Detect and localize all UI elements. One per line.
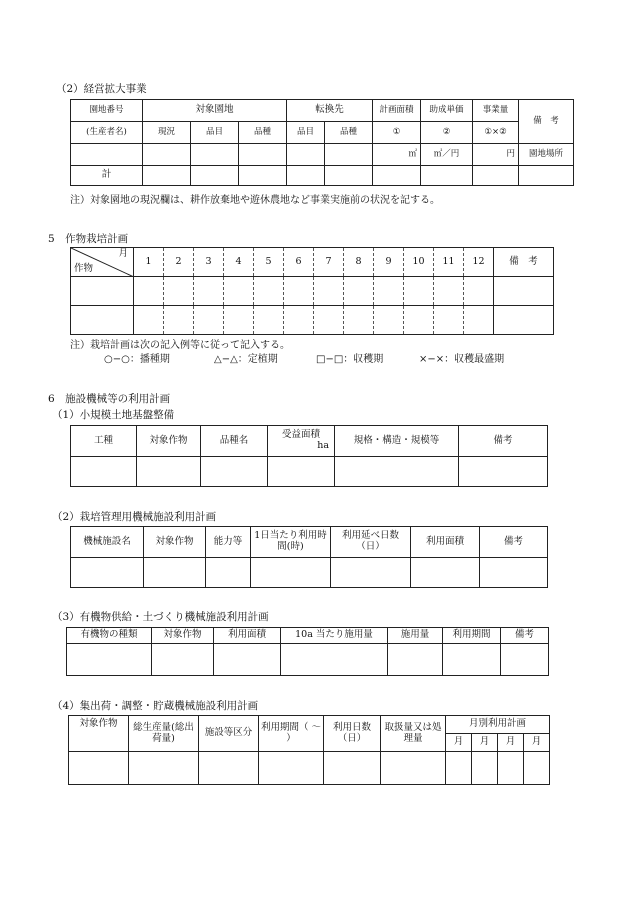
month-cell[interactable] bbox=[164, 306, 194, 335]
cultivation-plan-table bbox=[70, 247, 554, 335]
table-cell[interactable] bbox=[519, 166, 574, 186]
remarks-header: 備 考 bbox=[494, 248, 554, 277]
shipping-storage-table bbox=[68, 715, 550, 785]
daily-hours-header: 1日当たり利用時間(時) bbox=[251, 527, 331, 558]
month-header: 2 bbox=[164, 248, 194, 277]
expansion-table bbox=[70, 99, 574, 186]
table-cell[interactable] bbox=[473, 166, 519, 186]
month-cell[interactable] bbox=[464, 306, 494, 335]
legend-symbol: □−□ bbox=[316, 354, 344, 365]
table-cell[interactable] bbox=[446, 752, 472, 785]
month-cell[interactable] bbox=[134, 306, 164, 335]
ha-unit: ha bbox=[317, 440, 329, 451]
month-cell[interactable] bbox=[224, 277, 254, 306]
total-production-header: 総生産量(総出荷量) bbox=[129, 716, 199, 752]
table-cell[interactable] bbox=[325, 144, 373, 166]
month-header: 11 bbox=[434, 248, 464, 277]
table-cell[interactable] bbox=[239, 144, 287, 166]
section-2-note: 注）対象園地の現況欄は、耕作放棄地や遊休農地など事業実施前の状況を記する。 bbox=[70, 195, 440, 206]
col1-marker: ① bbox=[373, 122, 421, 144]
table-cell[interactable] bbox=[129, 752, 199, 785]
legend-symbol: △−△ bbox=[214, 354, 238, 365]
variety-header: 品種 bbox=[239, 122, 287, 144]
legend-symbol: ×−× bbox=[419, 354, 445, 365]
table-cell[interactable] bbox=[335, 457, 459, 487]
use-days-header: 利用日数（日） bbox=[324, 716, 381, 752]
table-cell[interactable] bbox=[331, 558, 411, 588]
unit-price-header: 助成単価 bbox=[421, 100, 473, 122]
month-cell[interactable] bbox=[434, 306, 464, 335]
table-cell[interactable] bbox=[501, 644, 549, 676]
facility-class-header: 施設等区分 bbox=[199, 716, 259, 752]
use-period-header: 利用期間 bbox=[443, 628, 501, 644]
month-cell[interactable] bbox=[404, 306, 434, 335]
month-cell[interactable] bbox=[134, 277, 164, 306]
month-header: 5 bbox=[254, 248, 284, 277]
application-amount-header: 施用量 bbox=[388, 628, 443, 644]
plan-area-header: 計画面積 bbox=[373, 100, 421, 122]
legend-harvest bbox=[316, 350, 383, 365]
month-header: 8 bbox=[344, 248, 374, 277]
table-cell[interactable] bbox=[206, 558, 251, 588]
table-cell[interactable] bbox=[388, 644, 443, 676]
table-cell[interactable] bbox=[71, 144, 143, 166]
month-cell[interactable] bbox=[194, 277, 224, 306]
crop-cell[interactable] bbox=[71, 277, 134, 306]
table-cell[interactable] bbox=[143, 144, 191, 166]
table-cell[interactable] bbox=[71, 457, 137, 487]
section-6-2-title: （2）栽培管理用機械施設利用計画 bbox=[52, 511, 217, 523]
producer-header: (生産者名) bbox=[71, 122, 143, 144]
month-header: 6 bbox=[284, 248, 314, 277]
legend-symbol: ○−○ bbox=[104, 354, 130, 365]
table-cell[interactable] bbox=[251, 558, 331, 588]
table-cell[interactable] bbox=[191, 166, 239, 186]
area-unit: ㎡ bbox=[373, 144, 421, 166]
table-cell[interactable] bbox=[67, 644, 152, 676]
total-label: 計 bbox=[71, 166, 143, 186]
work-type-header: 工種 bbox=[71, 426, 137, 457]
field-no-header: 園地番号 bbox=[71, 100, 143, 122]
use-period-header: 利用期間（ ～ ） bbox=[259, 716, 324, 752]
remarks-header: 備 考 bbox=[519, 100, 574, 144]
target-crop-header: 対象作物 bbox=[69, 716, 129, 752]
legend-sowing bbox=[104, 350, 170, 365]
organic-type-header: 有機物の種類 bbox=[67, 628, 152, 644]
item-header: 品目 bbox=[191, 122, 239, 144]
table-cell[interactable] bbox=[325, 166, 373, 186]
legend-label: ：収穫期 bbox=[343, 354, 384, 365]
remarks-header: 備考 bbox=[459, 426, 548, 457]
variety-name-header: 品種名 bbox=[201, 426, 268, 457]
benefit-area-label: 受益面積 bbox=[281, 429, 320, 441]
table-cell[interactable] bbox=[524, 752, 550, 785]
current-header: 現況 bbox=[143, 122, 191, 144]
rate-per-10a-header: 10a 当たり施用量 bbox=[281, 628, 388, 644]
target-crop-header: 対象作物 bbox=[137, 426, 201, 457]
month-header: 1 bbox=[134, 248, 164, 277]
use-area-header: 利用面積 bbox=[411, 527, 480, 558]
remarks-header: 備考 bbox=[501, 628, 549, 644]
table-cell[interactable] bbox=[143, 166, 191, 186]
month-cell[interactable] bbox=[374, 277, 404, 306]
table-cell[interactable] bbox=[381, 752, 446, 785]
month-header: 7 bbox=[314, 248, 344, 277]
month-cell[interactable] bbox=[314, 306, 344, 335]
table-cell[interactable] bbox=[287, 144, 325, 166]
remarks-cell[interactable] bbox=[494, 277, 554, 306]
benefit-area-header bbox=[268, 426, 335, 457]
month-cell[interactable] bbox=[344, 277, 374, 306]
section-2-title: （2）経営拡大事業 bbox=[56, 83, 147, 95]
legend-label: ：収穫最盛期 bbox=[444, 354, 505, 365]
table-cell[interactable] bbox=[373, 166, 421, 186]
month-cell[interactable] bbox=[164, 277, 194, 306]
convert-item-header: 品目 bbox=[287, 122, 325, 144]
month-cell[interactable] bbox=[254, 306, 284, 335]
month-cell[interactable] bbox=[284, 306, 314, 335]
month-cell[interactable] bbox=[344, 306, 374, 335]
spec-header: 規格・構造・規模等 bbox=[335, 426, 459, 457]
total-days-header: 利用延べ日数（日） bbox=[331, 527, 411, 558]
land-improvement-table bbox=[70, 425, 548, 487]
table-cell[interactable] bbox=[421, 166, 473, 186]
month-cell[interactable] bbox=[224, 306, 254, 335]
month-cell[interactable] bbox=[464, 277, 494, 306]
month-header: 3 bbox=[194, 248, 224, 277]
table-cell[interactable] bbox=[137, 457, 201, 487]
crop-cell[interactable] bbox=[71, 306, 134, 335]
section-6-3-title: （3）有機物供給・土づくり機械施設利用計画 bbox=[52, 611, 269, 623]
section-6-1-title: （1）小規模土地基盤整備 bbox=[52, 409, 175, 421]
month-header: 12 bbox=[464, 248, 494, 277]
month-header: 9 bbox=[374, 248, 404, 277]
table-cell[interactable] bbox=[199, 752, 259, 785]
month-cell[interactable] bbox=[404, 277, 434, 306]
cultivation-machine-table bbox=[70, 526, 548, 588]
organic-supply-table bbox=[66, 627, 549, 676]
table-cell[interactable] bbox=[214, 644, 281, 676]
table-cell[interactable] bbox=[459, 457, 548, 487]
remarks-cell[interactable] bbox=[494, 306, 554, 335]
month-header: 月 bbox=[498, 734, 524, 752]
section-6-title: 6 施設機械等の利用計画 bbox=[48, 393, 171, 405]
month-header: 10 bbox=[404, 248, 434, 277]
month-cell[interactable] bbox=[374, 306, 404, 335]
section-5-note: 注）栽培計画は次の記入例等に従って記入する。 bbox=[70, 340, 290, 351]
convert-variety-header: 品種 bbox=[325, 122, 373, 144]
target-crop-header: 対象作物 bbox=[152, 628, 214, 644]
table-cell[interactable] bbox=[472, 752, 498, 785]
col2-marker: ② bbox=[421, 122, 473, 144]
corner-crop-label: 作物 bbox=[74, 263, 94, 275]
legend-planting bbox=[214, 350, 278, 365]
month-header: 月 bbox=[472, 734, 498, 752]
table-cell[interactable] bbox=[411, 558, 480, 588]
table-cell[interactable] bbox=[71, 558, 144, 588]
legend-label: ：播種期 bbox=[129, 354, 170, 365]
month-cell[interactable] bbox=[284, 277, 314, 306]
capacity-header: 能力等 bbox=[206, 527, 251, 558]
month-header: 月 bbox=[446, 734, 472, 752]
corner-month-label: 月 bbox=[118, 248, 128, 259]
machine-name-header: 機械施設名 bbox=[71, 527, 144, 558]
remarks-header: 備考 bbox=[480, 527, 548, 558]
legend-label: ：定植期 bbox=[237, 354, 278, 365]
table-cell[interactable] bbox=[152, 644, 214, 676]
month-cell[interactable] bbox=[194, 306, 224, 335]
target-field-header: 対象園地 bbox=[143, 100, 287, 122]
amount-header: 事業量 bbox=[473, 100, 519, 122]
month-header: 月 bbox=[524, 734, 550, 752]
legend-peak-harvest bbox=[419, 350, 504, 365]
use-area-header: 利用面積 bbox=[214, 628, 281, 644]
table-cell[interactable] bbox=[281, 644, 388, 676]
month-crop-corner bbox=[71, 248, 134, 277]
col3-marker: ①×② bbox=[473, 122, 519, 144]
yen-unit: 円 bbox=[473, 144, 519, 166]
table-cell[interactable] bbox=[259, 752, 324, 785]
table-cell[interactable] bbox=[239, 166, 287, 186]
table-cell[interactable] bbox=[144, 558, 206, 588]
place-label: 園地場所 bbox=[519, 144, 574, 166]
price-unit: ㎡／円 bbox=[421, 144, 473, 166]
month-cell[interactable] bbox=[254, 277, 284, 306]
target-crop-header: 対象作物 bbox=[144, 527, 206, 558]
section-5-title: 5 作物栽培計画 bbox=[48, 233, 129, 245]
table-cell[interactable] bbox=[287, 166, 325, 186]
convert-header: 転換先 bbox=[287, 100, 373, 122]
table-cell[interactable] bbox=[324, 752, 381, 785]
table-cell[interactable] bbox=[201, 457, 268, 487]
table-cell[interactable] bbox=[69, 752, 129, 785]
table-cell[interactable] bbox=[191, 144, 239, 166]
handling-amount-header: 取扱量又は処理量 bbox=[381, 716, 446, 752]
month-cell[interactable] bbox=[434, 277, 464, 306]
table-cell[interactable] bbox=[443, 644, 501, 676]
table-cell[interactable] bbox=[480, 558, 548, 588]
table-cell[interactable] bbox=[498, 752, 524, 785]
section-6-4-title: （4）集出荷・調整・貯蔵機械施設利用計画 bbox=[52, 700, 259, 712]
table-cell[interactable] bbox=[268, 457, 335, 487]
month-header: 4 bbox=[224, 248, 254, 277]
month-cell[interactable] bbox=[314, 277, 344, 306]
monthly-plan-header: 月別利用計画 bbox=[446, 716, 550, 734]
